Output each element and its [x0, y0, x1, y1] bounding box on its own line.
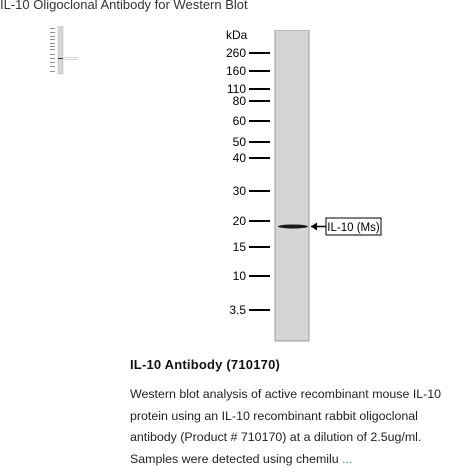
marker-label: 110 — [226, 82, 246, 96]
figure-description — [130, 384, 466, 470]
marker-tick — [249, 220, 270, 222]
figure-title: IL-10 Antibody (710170) — [130, 357, 281, 372]
marker-label: 80 — [232, 94, 246, 108]
marker-tick — [249, 100, 270, 102]
protein-band — [278, 225, 308, 229]
marker-tick — [249, 141, 270, 143]
marker-label: 260 — [225, 46, 246, 60]
gel-lane — [275, 30, 309, 341]
arrow-left-icon — [311, 223, 317, 231]
marker-label: 30 — [232, 184, 246, 198]
marker-label: 40 — [232, 151, 246, 165]
marker-tick — [249, 157, 270, 159]
marker-label: 50 — [232, 135, 246, 149]
band-annotation — [311, 218, 381, 235]
marker-label: 10 — [232, 269, 246, 283]
page-title: IL-10 Oligoclonal Antibody for Western Blot — [0, 0, 248, 12]
marker-ladder — [226, 46, 270, 317]
marker-label: 15 — [232, 240, 246, 254]
marker-label: 160 — [225, 64, 246, 78]
marker-label: 3.5 — [229, 303, 246, 317]
marker-tick — [249, 52, 270, 54]
band-label: IL-10 (Ms) — [327, 222, 380, 234]
marker-tick — [249, 88, 270, 90]
read-more-link[interactable]: ... — [342, 451, 353, 466]
marker-tick — [249, 309, 270, 311]
marker-label: 20 — [232, 214, 246, 228]
description-text: Western blot analysis of active recombinant mouse IL-10 protein using an IL-10 recombinant rabbit oligoclonal antibody (Product # 710170) at a dilution of 2.5ug/ml. Samples were detected using chemilu — [130, 387, 442, 466]
blot-thumbnail[interactable] — [48, 26, 82, 78]
marker-tick — [249, 70, 270, 72]
marker-tick — [249, 246, 270, 248]
marker-label: 60 — [232, 114, 246, 128]
kda-label: kDa — [226, 30, 248, 42]
marker-tick — [249, 120, 270, 122]
marker-tick — [249, 275, 270, 277]
western-blot-figure — [220, 30, 390, 350]
marker-tick — [249, 190, 270, 192]
